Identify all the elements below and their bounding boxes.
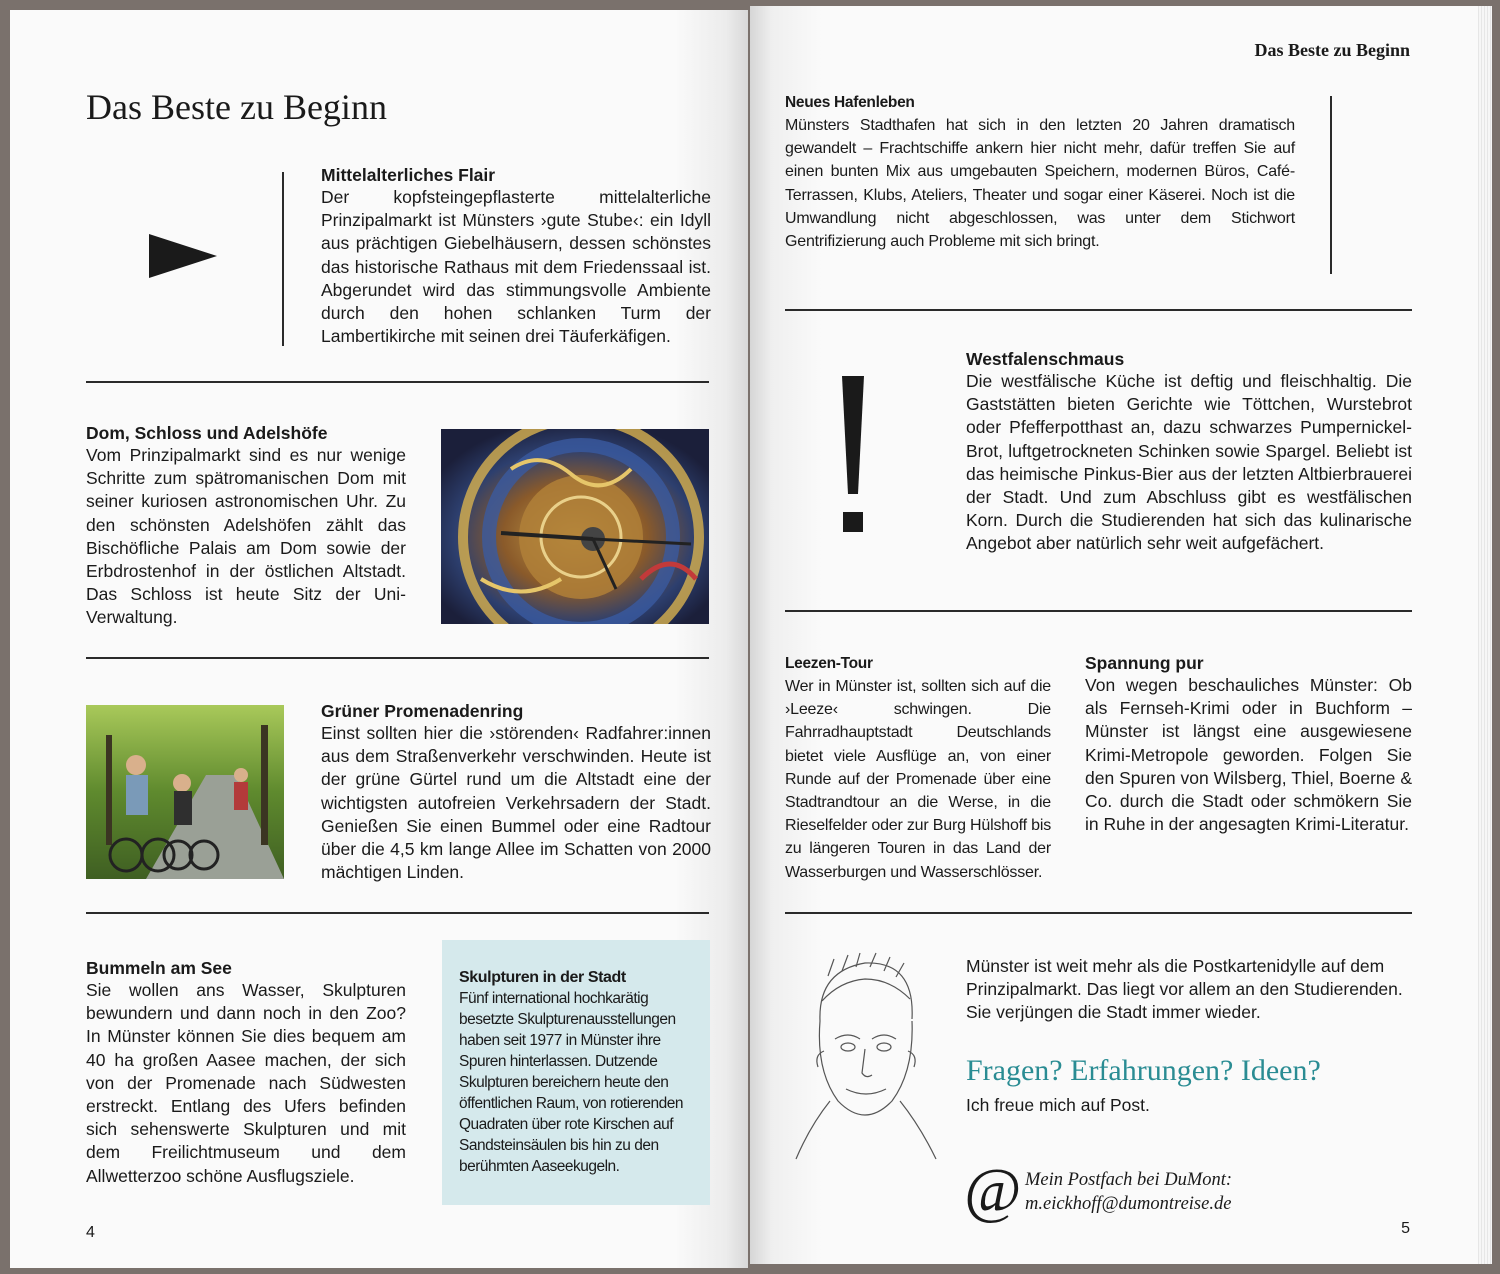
section-promenade [321, 700, 711, 884]
divider [86, 912, 709, 914]
at-sign-icon: @ [964, 1157, 1022, 1225]
mailbox-label: Mein Postfach bei DuMont: [1025, 1170, 1233, 1190]
divider-vertical [1330, 96, 1332, 274]
email-link[interactable]: m.eickhoff@dumontreise.de [1025, 1194, 1232, 1214]
page-title: Das Beste zu Beginn [86, 87, 387, 127]
section-heading: Westfalenschmaus [966, 349, 1125, 369]
section-text: Der kopfsteingepflasterte mittelalterliche Prinzipalmarkt ist Münsters ›gute Stube‹: ein Idyll aus prächtigen Giebelhäusern, dessen schönstes das historische Rathaus mit dem Friedenssaal ist. Abgerundet wird das stimmungsvolle Ambiente durch den hohen schlanken Turm der Lambertikirche mit seinen drei Täuferkäfigen. [321, 187, 711, 347]
page-number: 5 [1401, 1220, 1410, 1237]
divider-vertical [282, 172, 284, 346]
page-number: 4 [86, 1224, 95, 1241]
play-arrow-icon [149, 232, 219, 280]
section-text: Einst sollten hier die ›störenden‹ Radfahrer:innen aus dem Straßenverkehr verschwinden. Heute ist der grüne Gürtel rund um die Altstadt eine der wichtigsten autofreien Verkehrsadern der Stadt. Genießen Sie einen Bummel oder eine Radtour über die 4,5 km lange Allee im Schatten von 2000 mächtigen Linden. [321, 723, 711, 883]
section-text: Vom Prinzipalmarkt sind es nur wenige Schritte zum spätromanischen Dom mit seiner kuriosen astronomischen Uhr. Zu den schönsten Adelshöfen zählt das Bischöfliche Palais am Dom sowie der Erbdrostenhof in der östlichen Altstadt. Das Schloss ist heute Sitz der Uni-Verwaltung. [86, 445, 406, 628]
section-text: Münsters Stadthafen hat sich in den letzten 20 Jahren dramatisch gewandelt – Frachtschiffe ankern hier nicht mehr, dafür treffen Sie auf einen bunten Mix aus umgebauten Speichern, modernen Büros, Café-Terrassen, Klubs, Ateliers, Theater und sogar einer Käserei. Noch ist die Umwandlung nicht abgeschlossen, was unter dem Stichwort Gentrifizierung auch Probleme mit sich bringt. [785, 117, 1295, 251]
section-flair [321, 164, 711, 348]
section-heading: Neues Hafenleben [785, 94, 915, 111]
running-head: Das Beste zu Beginn [1254, 40, 1410, 60]
author-intro: Münster ist weit mehr als die Postkartenidylle auf dem Prinzipalmarkt. Das liegt vor allem an den Studierenden. Sie verjüngen die Stadt immer wieder. [966, 956, 1403, 1023]
divider [86, 657, 709, 659]
section-hafen [785, 92, 1295, 253]
section-text: Wer in Münster ist, sollten sich auf die ›Leeze‹ schwingen. Die Fahrradhauptstadt Deutschlands bietet viele Ausflüge an, von einer Runde auf der Promenade über eine Stadtrandtour an die Werse, in die Rieselfelder oder zur Burg Hülshoff bis zu längeren Touren in das Land der Wasserburgen und Wasserschlösser. [785, 678, 1051, 881]
section-text: Sie wollen ans Wasser, Skulpturen bewundern und dann noch in den Zoo? In Münster können Sie dies bequem am 40 ha großen Aasee machen, der sich von der Promenade nach Südwesten erstreckt. Entlang des Ufers befinden sich sehenswerte Skulpturen und mit dem Freilichtmuseum und dem Allwetterzoo schöne Ausflugsziele. [86, 980, 406, 1186]
contact-question: Fragen? Erfahrungen? Ideen? [966, 1054, 1321, 1087]
section-heading: Bummeln am See [86, 958, 232, 978]
astronomical-clock-image [441, 429, 709, 624]
section-leezen [785, 653, 1051, 884]
author-portrait [790, 951, 940, 1161]
left-page [10, 10, 748, 1268]
exclamation-icon [838, 376, 868, 536]
info-box-heading: Skulpturen in der Stadt [459, 969, 626, 986]
divider [785, 912, 1412, 914]
divider [785, 610, 1412, 612]
section-dom [86, 422, 406, 630]
section-heading: Dom, Schloss und Adelshöfe [86, 423, 328, 443]
section-text: Die westfälische Küche ist deftig und fleischhaltig. Die Gaststätten bieten Gerichte wie Töttchen, Wurstebrot oder Pfefferpotthast an, dazu schwarzes Pumpernickel-Brot, luftgetrockneten Schinken sowie Spargel. Beliebt ist das heimische Pinkus-Bier aus der letzten Altbierbrauerei der Stadt. Und zum Abschluss gibt es westfälischen Korn. Durch die Studierenden hat sich das kulinarische Angebot aber natürlich sehr weit aufgefächert. [966, 371, 1412, 554]
info-box-text: Fünf international hochkarätig besetzte Skulpturenausstellungen haben seit 1977 in Münster ihre Spuren hinterlassen. Dutzende Skulpturen bereichern heute den öffentlichen Raum, von rotierenden Quadraten über rote Kirschen auf Sandsteinsäulen bis hin zu den berühmten Aaseekugeln. [459, 990, 683, 1175]
section-text: Von wegen beschauliches Münster: Ob als Fernseh-Krimi oder in Buchform – Münster ist längst eine ausgewiesene Krimi-Metropole geworden. Folgen Sie den Spuren von Wilsberg, Thiel, Boerne & Co. durch die Stadt oder schmökern Sie in Ruhe in der angesagten Krimi-Literatur. [1085, 675, 1412, 835]
contact-invite: Ich freue mich auf Post. [966, 1095, 1150, 1115]
section-heading: Grüner Promenadenring [321, 701, 524, 721]
section-spannung [1085, 652, 1412, 836]
info-box-content [459, 967, 699, 1177]
info-box [442, 940, 710, 1205]
section-schmaus [966, 348, 1412, 556]
right-page [750, 6, 1478, 1264]
section-heading: Spannung pur [1085, 653, 1204, 673]
section-heading: Leezen-Tour [785, 655, 873, 672]
section-heading: Mittelalterliches Flair [321, 165, 496, 185]
cyclists-photo [86, 705, 284, 879]
page-edges [1478, 6, 1492, 1264]
divider [785, 309, 1412, 311]
divider [86, 381, 709, 383]
section-see [86, 957, 406, 1188]
mailbox-block [1025, 1168, 1232, 1216]
